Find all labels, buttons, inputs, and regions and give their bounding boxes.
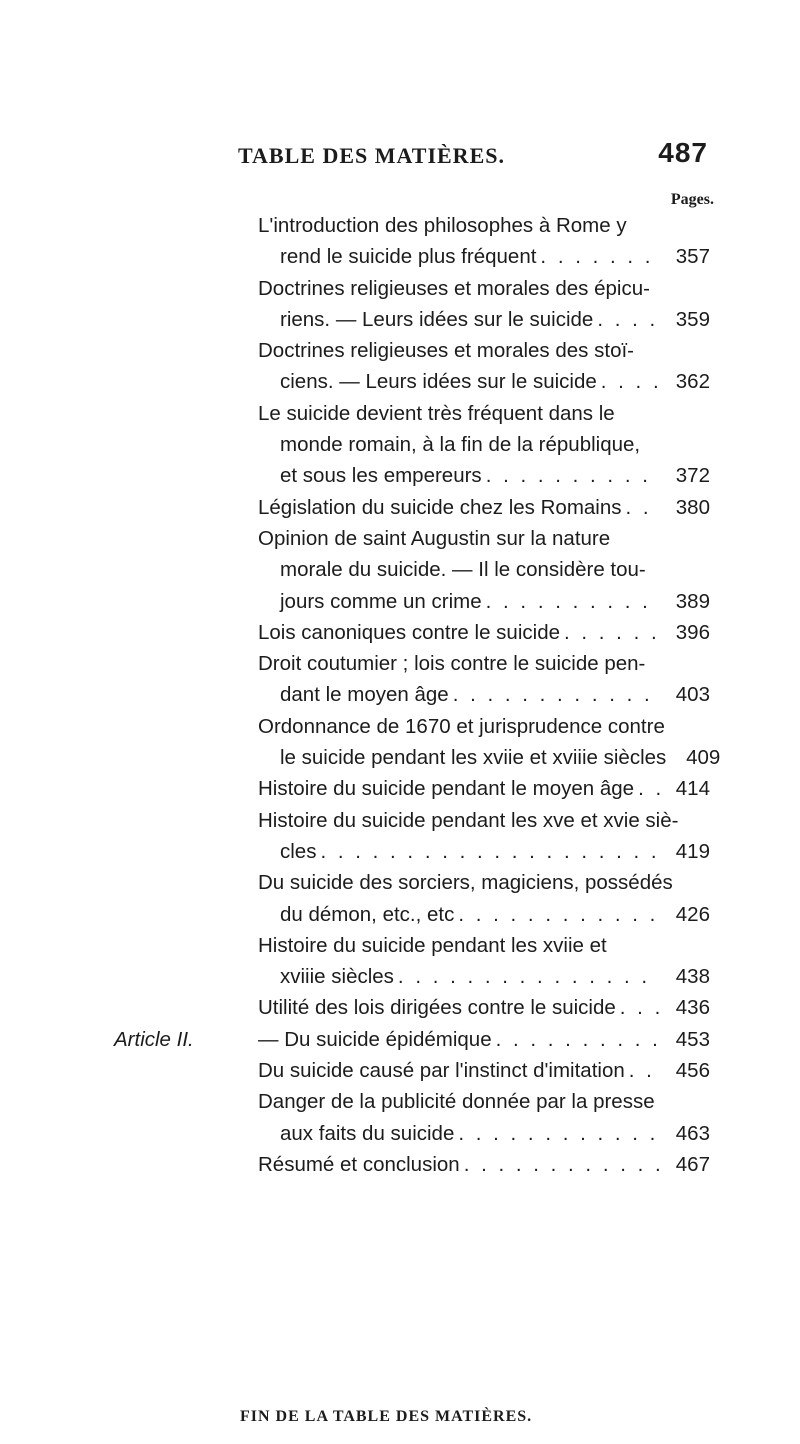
toc-entry-line bbox=[258, 366, 710, 397]
page-number: 487 bbox=[658, 137, 708, 168]
article-label: Article II. bbox=[114, 1027, 194, 1051]
toc-entry-line bbox=[258, 492, 710, 523]
toc-entry-text: L'introduction des philosophes à Rome y bbox=[258, 214, 627, 237]
dot-leader bbox=[616, 992, 660, 1023]
toc-page-number: 372 bbox=[675, 464, 710, 488]
toc-page-number: 438 bbox=[675, 965, 710, 989]
toc-page-number: 453 bbox=[675, 1027, 710, 1051]
toc-page-number: 362 bbox=[675, 370, 710, 394]
dot-leader bbox=[625, 1055, 660, 1086]
dot-leader bbox=[622, 492, 660, 523]
toc-page-number: 389 bbox=[675, 589, 710, 613]
dot-leader bbox=[460, 1149, 660, 1180]
toc-entry bbox=[258, 617, 710, 648]
toc-entry-text: Histoire du suicide pendant le moyen âge bbox=[258, 777, 635, 801]
toc-entry-text: du démon, etc., etc bbox=[280, 902, 455, 926]
toc-entry-line bbox=[258, 1149, 710, 1180]
toc-entry-text: et sous les empereurs bbox=[280, 464, 482, 488]
toc-entry-text: riens. — Leurs idées sur le suicide bbox=[280, 307, 594, 331]
dot-leader bbox=[492, 1024, 660, 1055]
toc-entry bbox=[258, 1055, 710, 1086]
toc-entry-text: Doctrines religieuses et morales des épicu- bbox=[258, 276, 650, 300]
dot-leader bbox=[454, 899, 660, 930]
toc-entry-line bbox=[258, 992, 710, 1023]
toc-entry-text: Doctrines religieuses et morales des stoï- bbox=[258, 339, 634, 363]
toc-entry bbox=[258, 1149, 710, 1180]
toc-entry-line bbox=[258, 679, 710, 710]
toc-entry-text: Histoire du suicide pendant les xve et xvie siè- bbox=[258, 808, 679, 832]
pages-column-label: Pages. bbox=[670, 191, 714, 208]
toc-page-number: 463 bbox=[675, 1121, 710, 1145]
toc-page-number: 436 bbox=[675, 996, 710, 1020]
toc-entry-line bbox=[258, 1024, 710, 1055]
running-head-title: TABLE DES MATIÈRES. bbox=[238, 143, 505, 168]
dot-leader bbox=[597, 366, 660, 397]
end-of-contents-note: FIN DE LA TABLE DES MATIÈRES. bbox=[240, 1408, 533, 1425]
toc-page-number: 409 bbox=[686, 746, 721, 770]
toc-entry bbox=[258, 398, 710, 492]
toc-entry-line bbox=[258, 773, 710, 804]
dot-leader bbox=[482, 586, 660, 617]
toc-entry bbox=[258, 711, 721, 774]
toc-entry-line bbox=[258, 586, 710, 617]
dot-leader bbox=[482, 460, 660, 491]
toc-entry-line bbox=[258, 241, 710, 272]
toc-entry-text: Le suicide devient très fréquent dans le bbox=[258, 401, 615, 425]
toc-entry-line bbox=[258, 1118, 710, 1149]
toc-page-number: 359 bbox=[675, 307, 710, 331]
toc-entry-text: jours comme un crime bbox=[280, 589, 482, 613]
toc-entry-text: Droit coutumier ; lois contre le suicide pen- bbox=[258, 652, 646, 676]
dot-leader bbox=[454, 1118, 660, 1149]
toc-entry-text: Utilité des lois dirigées contre le suicide bbox=[258, 996, 616, 1020]
dot-leader bbox=[536, 241, 660, 272]
toc-entry-line bbox=[258, 1055, 710, 1086]
dot-leader bbox=[593, 304, 660, 335]
toc-entry-text: Législation du suicide chez les Romains bbox=[258, 495, 622, 519]
toc-entry-text: Du suicide causé par l'instinct d'imitation bbox=[258, 1059, 625, 1083]
toc-entry bbox=[258, 273, 710, 336]
toc-entry-text: le suicide pendant les xviie et xviiie siècles bbox=[280, 746, 667, 770]
toc-page-number: 467 bbox=[675, 1152, 710, 1176]
toc-entry bbox=[258, 930, 710, 993]
toc-entry bbox=[114, 1024, 710, 1055]
toc-page-number: 456 bbox=[675, 1059, 710, 1083]
toc-entry bbox=[258, 867, 710, 930]
toc-entry-line bbox=[258, 836, 710, 867]
toc-entry-text: monde romain, à la fin de la république, bbox=[280, 433, 641, 457]
toc-page-number: 380 bbox=[675, 495, 710, 519]
toc-entry bbox=[258, 805, 710, 868]
toc-entry-text: — Du suicide épidémique bbox=[258, 1027, 492, 1051]
toc-page-number: 414 bbox=[675, 777, 710, 801]
dot-leader bbox=[449, 679, 660, 710]
toc-entry-line bbox=[258, 460, 710, 491]
toc-page-number: 426 bbox=[675, 902, 710, 926]
toc-entry-text: cles bbox=[280, 839, 317, 863]
toc-entry-text: rend le suicide plus fréquent bbox=[280, 245, 537, 269]
toc-entry-text: Histoire du suicide pendant les xviie et bbox=[258, 933, 607, 957]
table-of-contents bbox=[114, 210, 721, 1180]
toc-entry bbox=[258, 773, 710, 804]
toc-entry bbox=[258, 335, 710, 398]
toc-entry-text: Ordonnance de 1670 et jurisprudence contre bbox=[258, 714, 665, 738]
toc-entry-line bbox=[258, 961, 710, 992]
toc-entry-text: Opinion de saint Augustin sur la nature bbox=[258, 526, 611, 550]
dot-leader bbox=[394, 961, 660, 992]
toc-entry-text: Lois canoniques contre le suicide bbox=[258, 620, 560, 644]
toc-entry-text: morale du suicide. — Il le considère tou- bbox=[280, 558, 646, 582]
toc-entry-line bbox=[258, 617, 710, 648]
toc-entry-line bbox=[258, 899, 710, 930]
dot-leader bbox=[560, 617, 660, 648]
toc-entry-line bbox=[258, 304, 710, 335]
toc-entry-text: dant le moyen âge bbox=[280, 683, 449, 707]
toc-page-number: 396 bbox=[675, 620, 710, 644]
toc-page-number: 419 bbox=[675, 839, 710, 863]
toc-entry bbox=[258, 648, 710, 711]
toc-entry-text: aux faits du suicide bbox=[280, 1121, 455, 1145]
toc-page-number: 403 bbox=[675, 683, 710, 707]
toc-entry-text: Danger de la publicité donnée par la presse bbox=[258, 1090, 655, 1114]
toc-entry-text: Du suicide des sorciers, magiciens, possédés bbox=[258, 871, 673, 895]
toc-page-number: 357 bbox=[675, 245, 710, 269]
toc-entry bbox=[258, 210, 710, 273]
toc-entry-text: xviiie siècles bbox=[280, 965, 394, 989]
toc-entry-text: Résumé et conclusion bbox=[258, 1152, 460, 1176]
toc-entry bbox=[258, 1086, 710, 1149]
toc-entry-text: ciens. — Leurs idées sur le suicide bbox=[280, 370, 597, 394]
toc-entry-line bbox=[258, 742, 721, 773]
dot-leader bbox=[634, 773, 660, 804]
toc-entry bbox=[258, 492, 710, 523]
toc-entry bbox=[258, 992, 710, 1023]
toc-entry bbox=[258, 523, 710, 617]
dot-leader bbox=[316, 836, 660, 867]
